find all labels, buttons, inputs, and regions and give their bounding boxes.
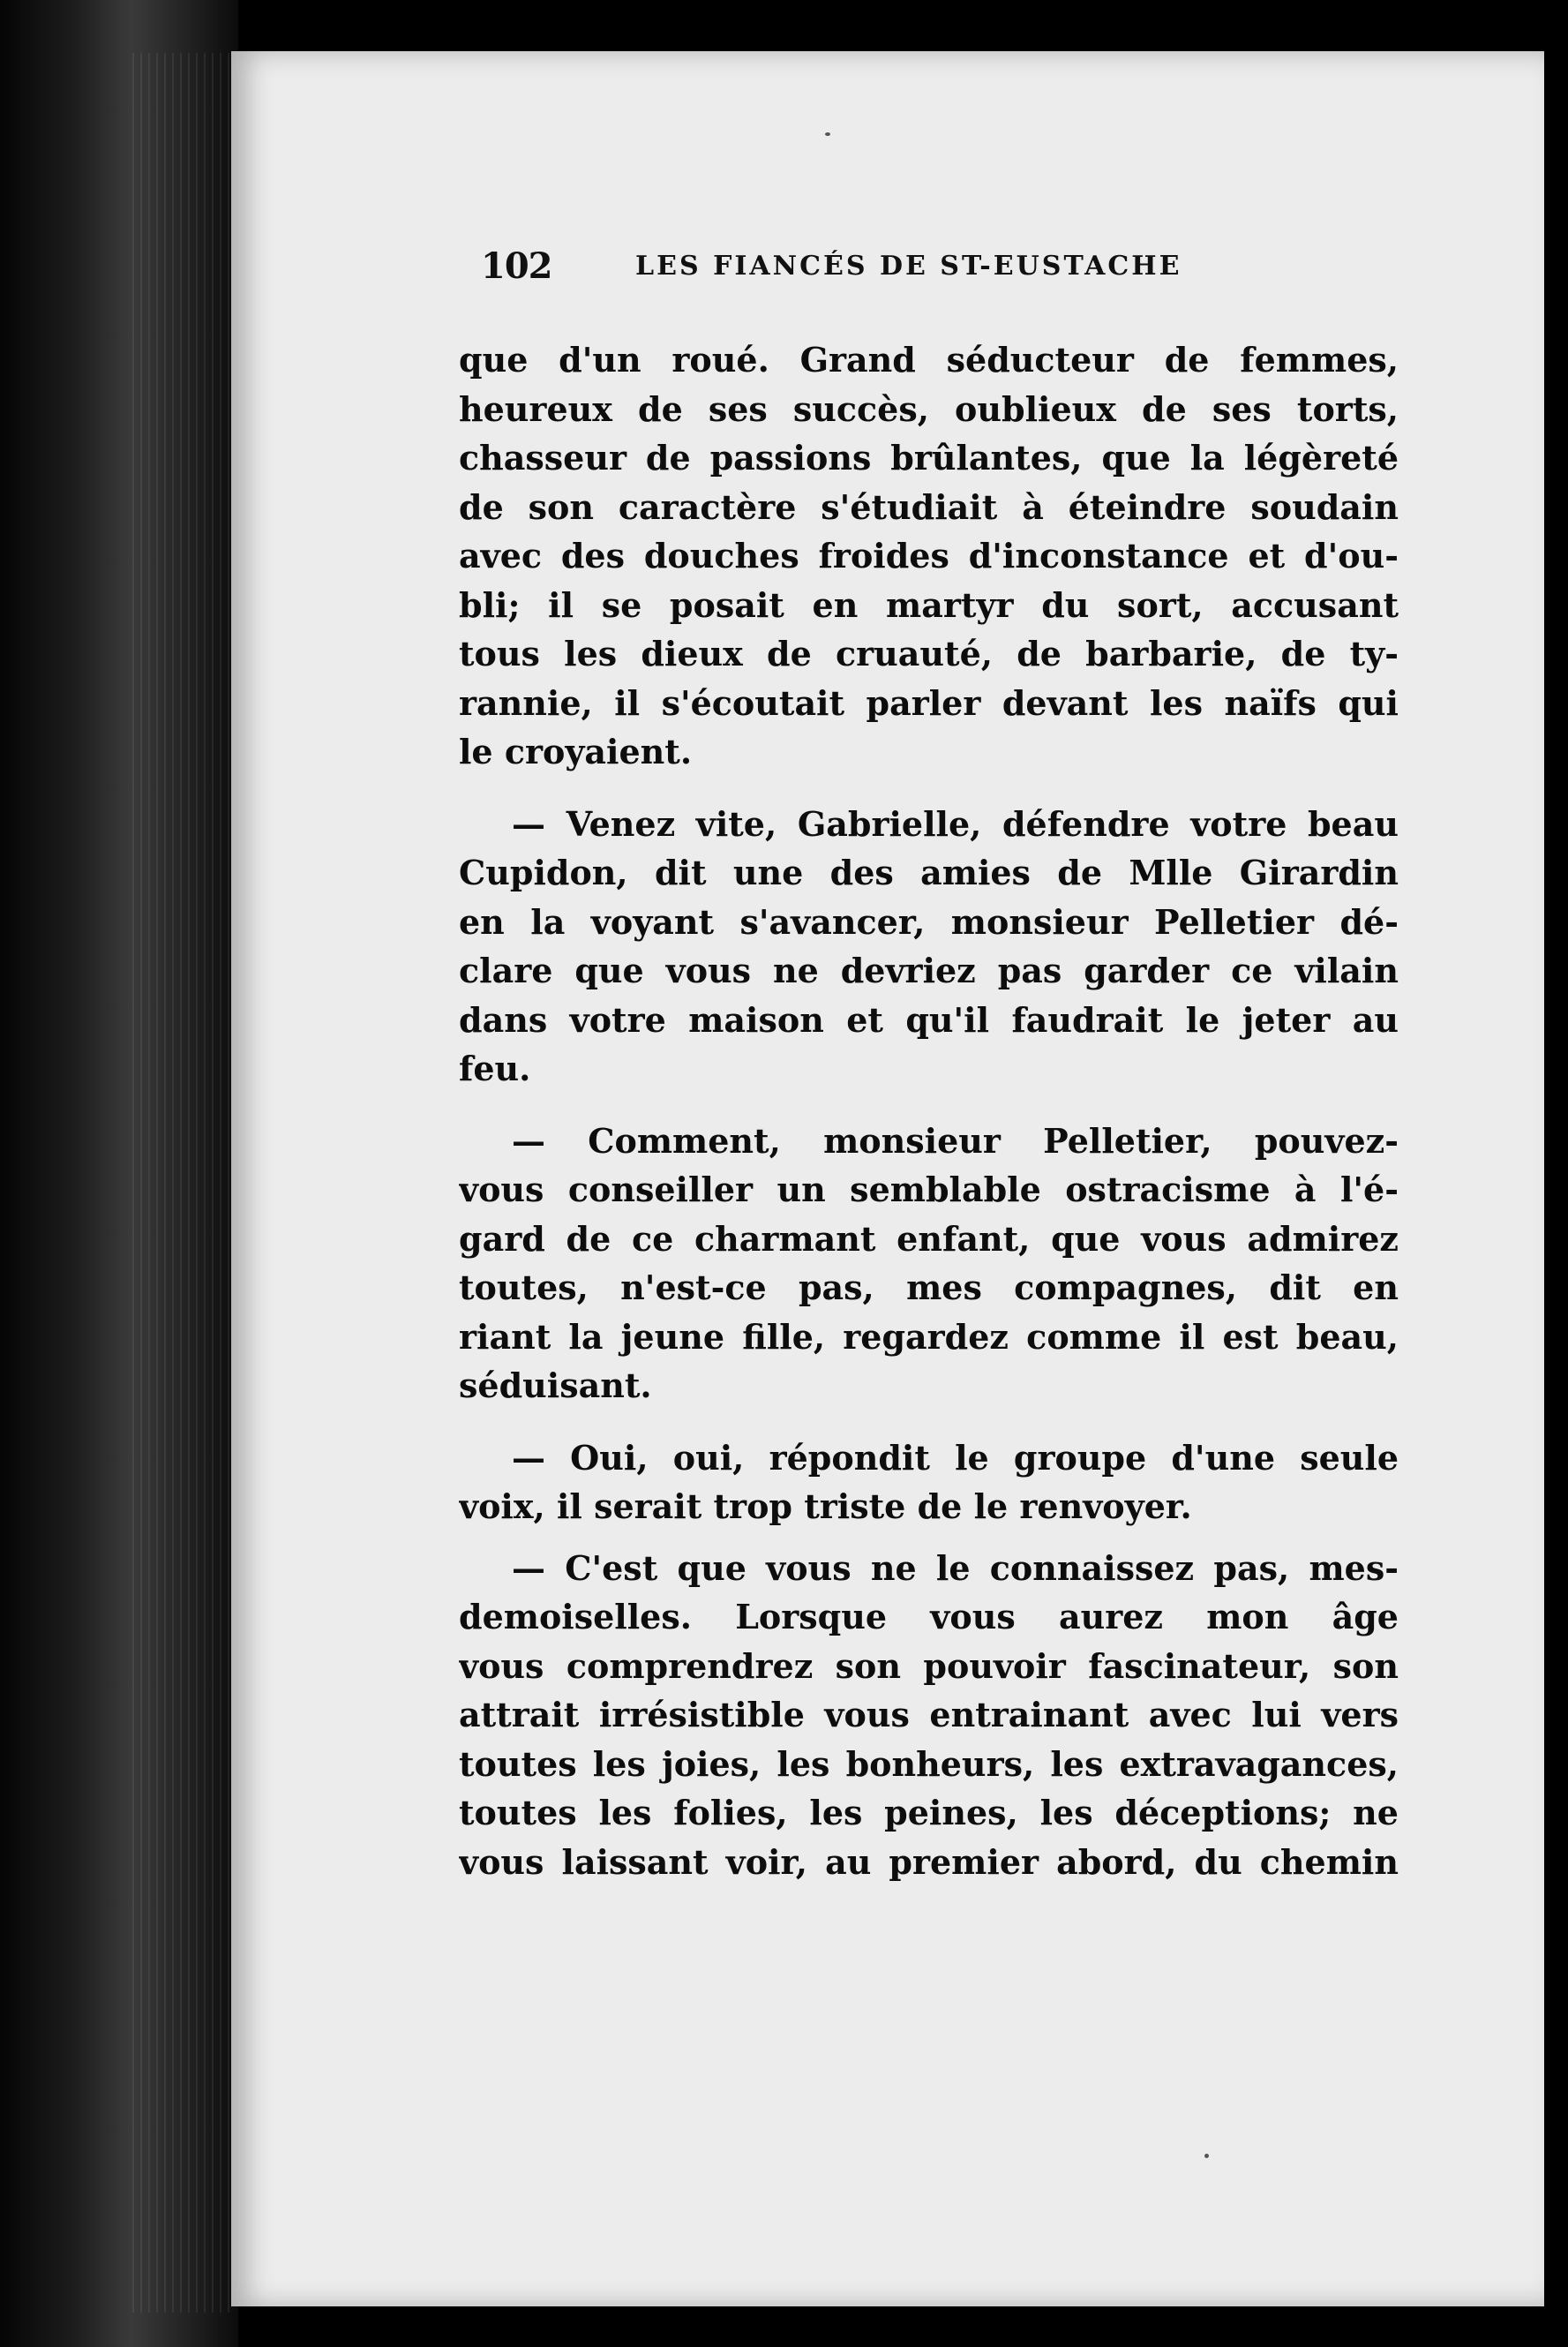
text-line: — Comment, monsieur Pelletier, pouvez- (512, 1120, 1399, 1161)
text-line: clare que vous ne devriez pas garder ce vilain (459, 951, 1399, 990)
paragraph (459, 1544, 1399, 1887)
text-line: heureux de ses succès, oublieux de ses torts, (459, 388, 1399, 429)
text-line: vous comprendrez son pouvoir fascinateur, son (459, 1645, 1399, 1686)
text-line: de son caractère s'étudiait à éteindre soudain (459, 486, 1399, 527)
body-text (459, 335, 1399, 1886)
text-line: demoiselles. Lorsque vous aurez mon âge (459, 1597, 1399, 1636)
text-line: Cupidon, dit une des amies de Mlle Girardin (459, 853, 1399, 892)
text-line: en la voyant s'avancer, monsieur Pelletier dé- (459, 901, 1399, 942)
spine-texture (132, 53, 229, 2313)
text-line: riant la jeune fille, regardez comme il est beau, (459, 1316, 1399, 1357)
text-line: toutes les joies, les bonheurs, les extravagances, (459, 1743, 1399, 1784)
text-line: gard de ce charmant enfant, que vous admirez (459, 1218, 1399, 1259)
text-line: — Oui, oui, répondit le groupe d'une seule (512, 1437, 1399, 1478)
text-line: toutes les folies, les peines, les déceptions; ne (459, 1793, 1399, 1832)
text-line: bli; il se posait en martyr du sort, accusant (459, 584, 1399, 625)
page-number: 102 (481, 245, 552, 287)
paragraph (459, 1117, 1399, 1410)
text-line: chasseur de passions brûlantes, que la légèreté (459, 438, 1399, 478)
text-line: — C'est que vous ne le connaissez pas, mes- (512, 1547, 1399, 1588)
text-line: le croyaient. (459, 732, 693, 771)
text-line: avec des douches froides d'inconstance et d'ou- (459, 536, 1399, 575)
text-line: — Venez vite, Gabrielle, défendre votre beau (512, 803, 1399, 844)
paragraph (459, 335, 1399, 777)
dust-speck (1204, 2154, 1209, 2158)
scan-border-right (1544, 0, 1568, 2347)
text-line: vous conseiller un semblable ostracisme à l'é- (459, 1170, 1399, 1209)
text-line: séduisant. (459, 1365, 652, 1405)
text-line: que d'un roué. Grand séducteur de femmes, (459, 340, 1399, 380)
paragraph (459, 1433, 1399, 1531)
text-line: voix, il serait trop triste de le renvoyer. (459, 1486, 1192, 1526)
text-line: toutes, n'est-ce pas, mes compagnes, dit en (459, 1268, 1399, 1307)
dust-speck (825, 132, 830, 136)
text-line: attrait irrésistible vous entrainant avec lui vers (459, 1695, 1399, 1734)
running-title: LES FIANCÉS DE ST-EUSTACHE (635, 251, 1182, 282)
text-line: dans votre maison et qu'il faudrait le jeter au (459, 999, 1399, 1040)
text-line: tous les dieux de cruauté, de barbarie, de ty- (459, 634, 1399, 673)
text-line: rannie, il s'écoutait parler devant les naïfs qui (459, 682, 1399, 723)
paragraph (459, 800, 1399, 1094)
text-line: feu. (459, 1049, 531, 1088)
text-line: vous laissant voir, au premier abord, du chemin (459, 1841, 1399, 1882)
page-header (481, 245, 1363, 298)
